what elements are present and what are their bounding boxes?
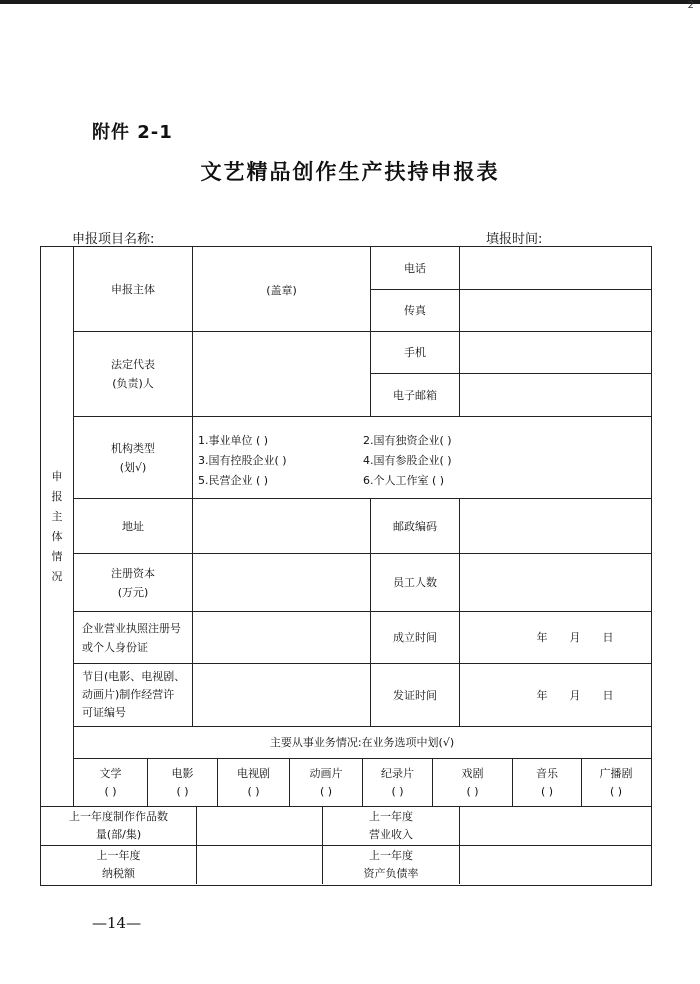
- works-count-label-line2: 量(部/集): [95, 828, 142, 841]
- license-field[interactable]: [193, 612, 370, 663]
- program-permit-field[interactable]: [193, 664, 370, 726]
- license-label-line2: 或个人身份证: [82, 640, 148, 654]
- program-permit-label: [74, 664, 192, 726]
- works-count-field[interactable]: [197, 807, 322, 845]
- business-option-film[interactable]: [148, 759, 217, 806]
- business-option-label: 电视剧: [237, 766, 270, 780]
- business-option-radio-drama[interactable]: [582, 759, 650, 806]
- business-header: 主要从事业务情况:在业务选项中划(√): [269, 736, 455, 749]
- org-type-label: [74, 417, 192, 498]
- fax-label: 传真: [404, 304, 426, 317]
- date-year: 年: [536, 688, 548, 702]
- revenue-label-line2: 营业收入: [369, 828, 413, 841]
- business-option-checkbox[interactable]: ( ): [540, 784, 554, 798]
- program-permit-label-line2: 动画片)制作经营许: [82, 688, 175, 701]
- debt-ratio-label-line2: 资产负债率: [363, 867, 419, 880]
- org-option-individual-studio[interactable]: 6.个人工作室 ( ): [363, 474, 445, 487]
- legal-rep-field[interactable]: [193, 332, 370, 416]
- applicant-seal-field[interactable]: (盖章): [266, 284, 297, 297]
- business-option-checkbox[interactable]: ( ): [319, 784, 333, 798]
- org-option-state-controlled[interactable]: 3.国有控股企业( ): [198, 454, 287, 467]
- date-day: 日: [602, 688, 614, 702]
- business-option-checkbox[interactable]: ( ): [247, 784, 260, 798]
- org-option-public-institution[interactable]: 1.事业单位 ( ): [198, 434, 269, 447]
- applicant-label: 申报主体: [111, 282, 155, 296]
- org-option-state-participating[interactable]: 4.国有参股企业( ): [363, 454, 452, 467]
- business-option-label: 文学: [99, 766, 122, 780]
- address-field[interactable]: [193, 499, 370, 553]
- capital-label-line2: (万元): [117, 585, 149, 599]
- email-field[interactable]: [460, 374, 650, 416]
- business-option-label: 音乐: [536, 766, 558, 780]
- date-month: 月: [569, 688, 581, 702]
- tax-label-line2: 纳税额: [102, 867, 135, 880]
- phone-label: 电话: [404, 261, 426, 275]
- debt-ratio-label: [323, 846, 459, 884]
- attachment-label: 附件 2-1: [92, 122, 173, 143]
- employees-field[interactable]: [460, 554, 650, 611]
- capital-label-line1: 注册资本: [111, 566, 155, 580]
- business-option-documentary[interactable]: [363, 759, 432, 806]
- capital-field[interactable]: [193, 554, 370, 611]
- postcode-label: 邮政编码: [393, 519, 437, 533]
- tax-field[interactable]: [197, 846, 322, 884]
- license-label: [74, 612, 192, 663]
- permit-date-label: 发证时间: [393, 688, 437, 702]
- org-option-private[interactable]: 5.民营企业 ( ): [198, 474, 269, 487]
- program-permit-label-line1: 节目(电影、电视剧、: [82, 670, 186, 683]
- tax-label: [41, 846, 196, 884]
- page-title: 文艺精品创作生产扶持申报表: [200, 160, 500, 184]
- established-date-field[interactable]: [460, 612, 650, 663]
- legal-rep-label: [74, 332, 192, 416]
- business-option-checkbox[interactable]: ( ): [391, 784, 404, 798]
- revenue-field[interactable]: [460, 807, 650, 845]
- fax-field[interactable]: [460, 290, 650, 331]
- works-count-label: [41, 807, 196, 845]
- employees-label: 员工人数: [393, 576, 437, 589]
- business-option-checkbox[interactable]: ( ): [609, 784, 623, 798]
- legal-rep-label-line2: (负责)人: [112, 377, 154, 390]
- business-option-label: 纪录片: [381, 766, 414, 780]
- business-option-literature[interactable]: [74, 759, 147, 806]
- project-name-label: 申报项目名称:: [72, 232, 155, 247]
- program-permit-label-line3: 可证编号: [82, 706, 126, 719]
- debt-ratio-field[interactable]: [460, 846, 650, 884]
- date-month: 月: [569, 631, 581, 644]
- date-year: 年: [536, 631, 548, 644]
- capital-label: [74, 554, 192, 611]
- postcode-field[interactable]: [460, 499, 650, 553]
- business-option-tv-drama[interactable]: [218, 759, 289, 806]
- business-option-checkbox[interactable]: ( ): [176, 784, 189, 798]
- tax-label-line1: 上一年度: [96, 849, 141, 862]
- org-type-label-line1: 机构类型: [111, 441, 155, 455]
- business-option-checkbox[interactable]: ( ): [104, 784, 117, 798]
- business-option-music[interactable]: [513, 759, 581, 806]
- business-option-label: 动画片: [309, 766, 343, 780]
- legal-rep-label-line1: 法定代表: [111, 358, 155, 371]
- permit-date-field[interactable]: [460, 664, 650, 726]
- scan-top-edge: [0, 0, 700, 4]
- business-option-animation[interactable]: [290, 759, 362, 806]
- date-day: 日: [602, 631, 614, 644]
- revenue-label-line1: 上一年度: [369, 810, 413, 823]
- mobile-field[interactable]: [460, 332, 650, 373]
- works-count-label-line1: 上一年度制作作品数: [69, 810, 168, 823]
- business-option-theatre[interactable]: [433, 759, 512, 806]
- debt-ratio-label-line1: 上一年度: [369, 849, 413, 862]
- phone-field[interactable]: [460, 247, 650, 289]
- business-option-label: 戏剧: [461, 766, 484, 780]
- email-label: 电子邮箱: [393, 388, 437, 402]
- business-option-checkbox[interactable]: ( ): [466, 784, 479, 798]
- established-label: 成立时间: [393, 631, 437, 644]
- section-label: 申报主体情况: [51, 469, 63, 583]
- scan-corner-mark: 2: [687, 0, 694, 11]
- license-label-line1: 企业营业执照注册号: [82, 621, 181, 635]
- revenue-label: [323, 807, 459, 845]
- fill-time-label: 填报时间:: [486, 232, 543, 247]
- address-label: 地址: [122, 519, 144, 533]
- org-option-state-owned-sole[interactable]: 2.国有独资企业( ): [363, 434, 452, 447]
- page-number: —14—: [92, 914, 142, 932]
- business-option-label: 广播剧: [599, 766, 633, 780]
- mobile-label: 手机: [404, 346, 426, 359]
- org-type-label-line2: (划√): [119, 460, 147, 474]
- business-option-label: 电影: [171, 766, 194, 780]
